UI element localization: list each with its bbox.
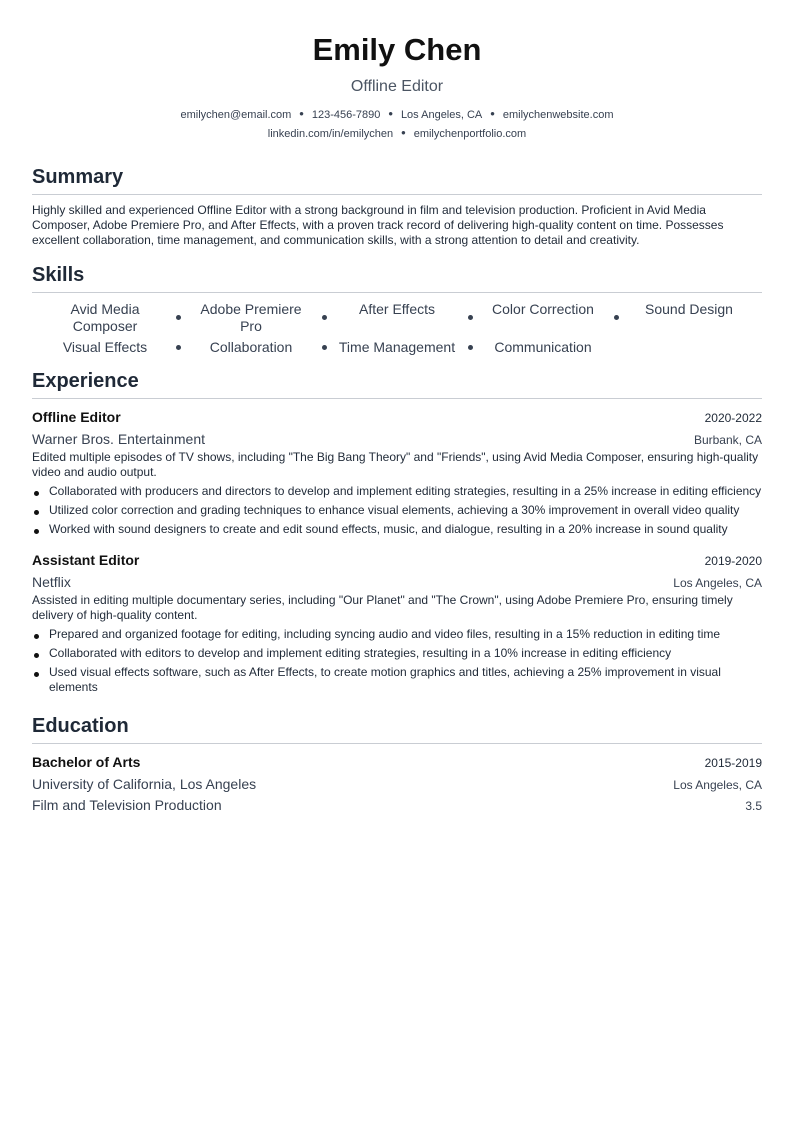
achievement-item: [32, 646, 762, 661]
education-heading: Education: [32, 713, 762, 744]
achievement-item: [32, 665, 762, 695]
achievement-item: [32, 627, 762, 642]
skill-item: [178, 339, 324, 356]
job-achievements: [32, 484, 762, 537]
education-dates: 2015-2019: [704, 756, 762, 770]
skill-item: [178, 301, 324, 335]
company-name: Netflix: [32, 574, 71, 590]
contact-separator: •: [299, 106, 304, 121]
achievement-text: Collaborated with producers and directors to develop and implement editing strategies, resulting in a 25% increase in editing efficiency: [49, 484, 762, 498]
job-achievements: [32, 627, 762, 695]
job-header-row: [32, 551, 762, 570]
achievement-text: Collaborated with editors to develop and implement editing strategies, resulting in a 10% increase in editing efficiency: [49, 646, 672, 660]
achievement-text: Prepared and organized footage for editing, including syncing audio and video files, resulting in a 15% reduction in editing time: [49, 627, 721, 641]
linkedin-link[interactable]: linkedin.com/in/emilychen: [267, 128, 394, 140]
job-company-row: [32, 570, 762, 591]
job-header-row: [32, 408, 762, 427]
experience-heading: Experience: [32, 368, 762, 399]
job-title: Assistant Editor: [32, 552, 140, 568]
contact-line-2: [32, 126, 762, 141]
summary-heading: Summary: [32, 164, 762, 195]
phone-number[interactable]: 123-456-7890: [311, 109, 381, 121]
skill-item: [324, 301, 470, 335]
field-row: [32, 793, 762, 814]
job-title-headline: Offline Editor: [350, 78, 444, 95]
company-name: Warner Bros. Entertainment: [32, 431, 205, 447]
job-location: Burbank, CA: [693, 433, 762, 447]
job-description: Edited multiple episodes of TV shows, including "The Big Bang Theory" and "Friends", using Avid Media Composer, ensuring high-quality video and audio output.: [32, 450, 759, 479]
skill-label: After Effects: [359, 301, 435, 317]
school-location: Los Angeles, CA: [673, 778, 762, 792]
education-entry: [32, 753, 762, 814]
bullet-icon: [34, 653, 39, 658]
skill-label: Communication: [494, 339, 592, 355]
achievement-item: [32, 503, 762, 518]
portfolio-link[interactable]: emilychenportfolio.com: [413, 128, 527, 140]
skills-heading: Skills: [32, 262, 762, 293]
summary-section: [32, 164, 762, 248]
email-link[interactable]: emilychen@email.com: [180, 109, 292, 121]
skill-item: [470, 339, 616, 356]
website-link[interactable]: emilychenwebsite.com: [502, 109, 614, 121]
bullet-icon: [34, 510, 39, 515]
degree-name: Bachelor of Arts: [32, 754, 141, 770]
job-company-row: [32, 427, 762, 448]
contact-separator: •: [401, 125, 406, 140]
bullet-icon: [34, 634, 39, 639]
job-dates: 2020-2022: [704, 411, 762, 425]
skills-list: [32, 301, 762, 356]
bullet-icon: [34, 672, 39, 677]
contact-separator: •: [388, 106, 393, 121]
candidate-name: Emily Chen: [312, 32, 482, 67]
skill-item: [470, 301, 616, 335]
job-dates: 2019-2020: [704, 554, 762, 568]
skill-label: Sound Design: [645, 301, 733, 317]
skill-label: Collaboration: [209, 339, 293, 355]
skill-label: Time Management: [338, 339, 456, 355]
achievement-text: Worked with sound designers to create and edit sound effects, music, and dialogue, resulting in a 20% increase in sound quality: [49, 522, 728, 536]
skill-item: [32, 301, 178, 335]
resume-header: [32, 0, 762, 141]
job-location: Los Angeles, CA: [673, 576, 762, 590]
education-section: [32, 713, 762, 814]
bullet-icon: [34, 529, 39, 534]
skill-label: Color Correction: [492, 301, 594, 317]
skill-label: Adobe Premiere Pro: [200, 301, 302, 334]
experience-section: [32, 368, 762, 695]
skill-item: [616, 301, 762, 335]
summary-text: Highly skilled and experienced Offline Editor with a strong background in film and television production. Proficient in Avid Media Composer, Adobe Premiere Pro, and After Effects, with a proven track record of delivering high-quality content on time. Possesses excellent collaboration, time management, and communication skills, with a strong attention to detail and creativity.: [32, 203, 724, 247]
job-description: Assisted in editing multiple documentary series, including "Our Planet" and "The Crown", using Adobe Premiere Pro, ensuring timely delivery of high-quality content.: [32, 593, 733, 622]
skills-section: [32, 262, 762, 356]
school-row: [32, 772, 762, 793]
achievement-text: Used visual effects software, such as After Effects, to create motion graphics and titles, achieving a 25% improvement in visual elements: [49, 665, 721, 694]
job-entry: [32, 408, 762, 537]
contact-separator: •: [490, 106, 495, 121]
job-title: Offline Editor: [32, 409, 121, 425]
skill-item: [32, 339, 178, 356]
achievement-item: [32, 484, 762, 499]
school-name: University of California, Los Angeles: [32, 776, 257, 792]
skill-item: [324, 339, 470, 356]
field-of-study: Film and Television Production: [32, 797, 222, 813]
gpa-value: 3.5: [745, 799, 762, 813]
contact-line-1: [32, 107, 762, 122]
achievement-text: Utilized color correction and grading techniques to enhance visual elements, achieving a 30% improvement in overall video quality: [49, 503, 740, 517]
degree-row: [32, 753, 762, 772]
skill-label: Avid Media Composer: [70, 301, 140, 334]
skill-label: Visual Effects: [62, 339, 148, 355]
location-text: Los Angeles, CA: [400, 109, 483, 121]
job-entry: [32, 551, 762, 695]
bullet-icon: [34, 491, 39, 496]
achievement-item: [32, 522, 762, 537]
